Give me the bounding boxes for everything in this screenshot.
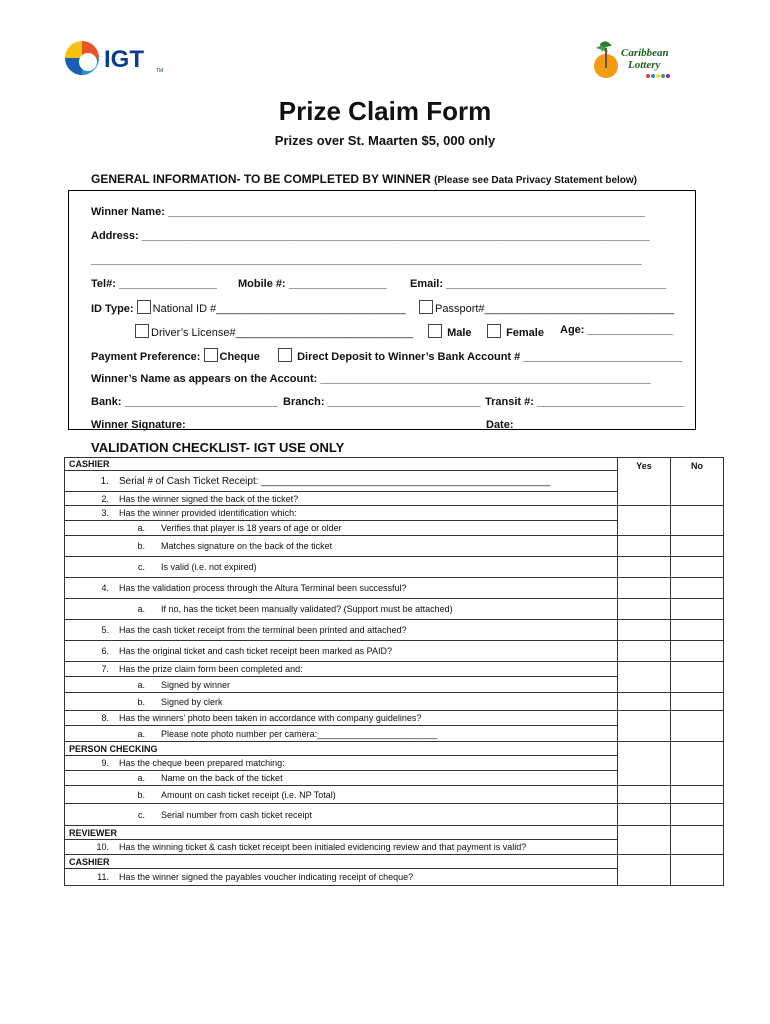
yes-cell[interactable] [618,662,671,693]
passport-field[interactable]: Passport#_______________________________ [435,303,675,315]
winner-name-field[interactable]: Winner Name: ______________________________________________________________________________ [91,206,646,218]
account-name-field[interactable]: Winner’s Name as appears on the Account: ______________________________________________________ [91,373,651,385]
no-cell[interactable] [671,536,724,557]
question-9c: c. Serial number from cash ticket receipt [65,804,618,826]
yes-cell[interactable] [618,578,671,599]
direct-deposit-checkbox[interactable] [278,348,292,362]
cheque-checkbox[interactable] [204,348,218,362]
table-row [65,804,724,826]
question-6: 6. Has the original ticket and cash ticket receipt been marked as PAID? [65,641,618,662]
page-title: Prize Claim Form [278,96,492,126]
question-8a: a. Please note photo number per camera:________________________ [65,726,618,742]
no-cell[interactable] [671,804,724,826]
female-label: Female [506,327,544,339]
id-type-row [91,300,406,315]
validation-checklist-heading: VALIDATION CHECKLIST- IGT USE ONLY [91,440,345,455]
question-9a: a. Name on the back of the ticket [65,771,618,786]
drivers-license-checkbox[interactable] [135,324,149,338]
validation-checklist-table [64,457,724,886]
no-cell[interactable] [671,578,724,599]
id-type-label: ID Type: [91,303,134,315]
table-row [65,693,724,711]
date-field[interactable]: Date: __________________________ [486,419,676,431]
table-row [65,536,724,557]
national-id-checkbox[interactable] [137,300,151,314]
yes-cell[interactable] [618,711,671,742]
question-9b: b. Amount on cash ticket receipt (i.e. NP Total) [65,786,618,804]
yes-cell[interactable] [618,826,671,855]
table-row [65,557,724,578]
general-heading-text: GENERAL INFORMATION- TO BE COMPLETED BY WINNER [91,172,431,186]
drivers-license-row [135,324,413,339]
mobile-field[interactable]: Mobile #: ________________ [238,278,387,290]
age-field[interactable]: Age: ______________ [560,324,674,336]
no-cell[interactable] [671,641,724,662]
no-column-header: No [671,458,724,506]
general-heading-note: (Please see Data Privacy Statement below) [434,175,638,186]
no-cell[interactable] [671,786,724,804]
question-7b: b. Signed by clerk [65,693,618,711]
page-subtitle: Prizes over St. Maarten $5, 000 only [274,133,496,148]
question-3a: a. Verifies that player is 18 years of age or older [65,521,618,536]
table-row [65,826,724,840]
cheque-label: Cheque [219,351,260,363]
payment-preference-row [91,348,260,363]
igt-logo-text: IGT [104,46,144,73]
direct-deposit-row [278,348,682,363]
yes-cell[interactable] [618,557,671,578]
question-5: 5. Has the cash ticket receipt from the terminal been printed and attached? [65,620,618,641]
question-4: 4. Has the validation process through the Altura Terminal been successful? [65,578,618,599]
address-line2-field[interactable]: __________________________________________________________________________________________ [91,254,642,266]
female-option [487,324,544,339]
yes-cell[interactable] [618,599,671,620]
no-cell[interactable] [671,662,724,693]
no-cell[interactable] [671,599,724,620]
question-8: 8. Has the winners’ photo been taken in accordance with company guidelines? [65,711,618,726]
table-row [65,855,724,869]
question-3: 3. Has the winner provided identification which: [65,506,618,521]
female-checkbox[interactable] [487,324,501,338]
table-row [65,641,724,662]
no-cell[interactable] [671,506,724,536]
section-reviewer: REVIEWER [65,826,618,840]
winner-signature-field[interactable]: Winner Signature: _______________________________________________ [91,419,477,431]
yes-column-header: Yes [618,458,671,506]
table-row [65,662,724,677]
question-3b: b. Matches signature on the back of the ticket [65,536,618,557]
section-cashier-2: CASHIER [65,855,618,869]
yes-cell[interactable] [618,641,671,662]
table-row [65,599,724,620]
email-field[interactable]: Email: ____________________________________ [410,278,667,290]
no-cell[interactable] [671,693,724,711]
yes-cell[interactable] [618,742,671,786]
yes-cell[interactable] [618,693,671,711]
no-cell[interactable] [671,742,724,786]
table-row [65,458,724,471]
male-label: Male [447,327,472,339]
table-row [65,578,724,599]
question-1: 1. Serial # of Cash Ticket Receipt: ____________________________________________________ [65,471,618,492]
branch-field[interactable]: Branch: _________________________ [283,396,481,408]
question-7a: a. Signed by winner [65,677,618,693]
yes-cell[interactable] [618,620,671,641]
igt-sunburst-icon [65,41,99,75]
transit-field[interactable]: Transit #: ________________________ [485,396,684,408]
drivers-license-field[interactable]: Driver’s License#_____________________________ [151,327,413,339]
caribbean-lottery-logo [590,38,682,84]
section-person-checking: PERSON CHECKING [65,742,618,756]
question-11: 11. Has the winner signed the payables voucher indicating receipt of cheque? [65,869,618,886]
address-field[interactable]: Address: ___________________________________________________________________________________ [91,230,650,242]
question-9: 9. Has the cheque been prepared matching: [65,756,618,771]
yes-cell[interactable] [618,804,671,826]
question-3c: c. Is valid (i.e. not expired) [65,557,618,578]
table-row [65,711,724,726]
svg-text:Lottery: Lottery [628,59,661,71]
svg-text:TM: TM [156,68,164,74]
table-row [65,786,724,804]
direct-deposit-field[interactable]: Direct Deposit to Winner’s Bank Account # __________________________ [297,351,683,363]
table-row [65,620,724,641]
igt-logo [62,38,172,78]
yes-cell[interactable] [618,536,671,557]
national-id-field[interactable]: National ID #_______________________________ [152,303,406,315]
yes-cell[interactable] [618,786,671,804]
bank-field[interactable]: Bank: _________________________ [91,396,278,408]
no-cell[interactable] [671,826,724,855]
section-cashier: CASHIER [65,458,618,471]
passport-row [419,300,674,315]
male-option [428,324,472,339]
tel-field[interactable]: Tel#: ________________ [91,278,217,290]
passport-checkbox[interactable] [419,300,433,314]
payment-preference-label: Payment Preference: [91,351,201,363]
question-2: 2. Has the winner signed the back of the ticket? [65,492,618,506]
general-info-heading [91,172,637,186]
yes-cell[interactable] [618,506,671,536]
male-checkbox[interactable] [428,324,442,338]
no-cell[interactable] [671,711,724,742]
no-cell[interactable] [671,855,724,886]
svg-text:Caribbean: Caribbean [621,47,669,59]
question-7: 7. Has the prize claim form been completed and: [65,662,618,677]
table-row [65,506,724,521]
question-4a: a. If no, has the ticket been manually validated? (Support must be attached) [65,599,618,620]
question-10: 10. Has the winning ticket & cash ticket receipt been initialed evidencing review and that payment is valid? [65,840,618,855]
table-row [65,742,724,756]
no-cell[interactable] [671,557,724,578]
yes-cell[interactable] [618,855,671,886]
no-cell[interactable] [671,620,724,641]
